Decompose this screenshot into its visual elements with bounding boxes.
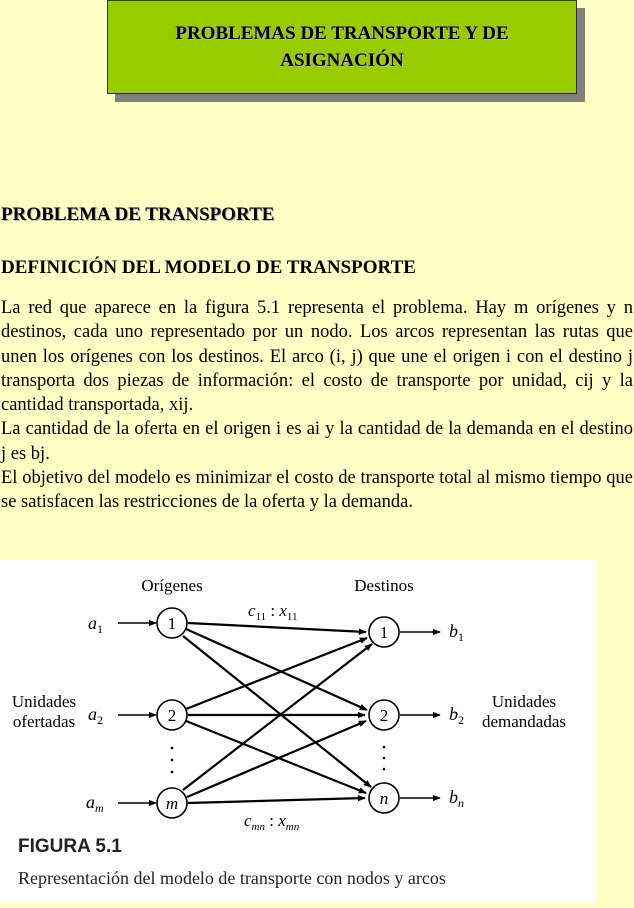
supply-symbol: $a_1$ <box>88 613 103 636</box>
top-arc-label: $c_{11}$ : $x_{11}$ <box>248 601 298 623</box>
figure-caption: Representación del modelo de transporte con nodos y arcos <box>18 868 446 888</box>
ellipsis-destinations <box>383 746 386 771</box>
origin-node-label: 2 <box>167 706 177 725</box>
title-line-1: PROBLEMAS DE TRANSPORTE Y DE <box>175 23 509 44</box>
figure-label: FIGURA 5.1 <box>18 836 122 857</box>
network-arcs <box>183 623 372 803</box>
destination-node-label: 1 <box>379 623 389 642</box>
supply-symbol: $a_2$ <box>88 704 103 727</box>
demand-label: demandadas <box>481 712 567 731</box>
arc-m-n <box>188 798 365 803</box>
paragraph: El objetivo del modelo es minimizar el costo de transporte total al mismo tiempo que se satisfacen las restricciones de la oferta y la demanda. <box>1 468 633 513</box>
title-line-2: ASIGNACIÓN <box>280 50 404 71</box>
arc-1-n <box>183 636 371 787</box>
destinations-header: Destinos <box>354 576 414 595</box>
demand-symbol: $b_1$ <box>449 621 464 644</box>
ellipsis-origins <box>171 747 174 774</box>
arc-1-1 <box>188 623 366 632</box>
paragraph: La cantidad de la oferta en el origen i es ai y la cantidad de la demanda en el destino j es bj. <box>1 419 633 464</box>
subsection-heading: DEFINICIÓN DEL MODELO DE TRANSPORTE <box>1 257 416 278</box>
demand-symbol: $b_n$ <box>449 787 464 810</box>
origin-node-label: m <box>165 794 179 813</box>
origins-header: Orígenes <box>141 576 203 595</box>
origin-node-label: 1 <box>167 614 177 633</box>
destination-node-label: n <box>379 789 389 808</box>
bottom-arc-label: $c_{mn}$ : $x_{mn}$ <box>244 811 300 833</box>
demand-symbol: $b_2$ <box>449 704 464 727</box>
arc-m-1 <box>183 644 372 790</box>
paragraph: La red que aparece en la figura 5.1 representa el problema. Hay m orígenes y n destinos, cada uno representado por un nodo. Los arcos representan las rutas que unen los orígenes con los destinos. El arco (i, j) que une el origen i con el destino j transporta dos piezas de información: el costo de transporte por unidad, cij y la cantidad transportada, xij. <box>1 298 633 416</box>
body-text <box>1 296 633 515</box>
demand-label: Unidades <box>491 692 557 711</box>
section-heading: PROBLEMA DE TRANSPORTE <box>1 204 275 225</box>
supply-label: ofertadas <box>12 712 76 731</box>
destination-node-label: 2 <box>379 706 389 725</box>
supply-symbol: $a_m$ <box>86 792 104 815</box>
supply-label: Unidades <box>11 692 77 711</box>
title-box <box>107 0 577 94</box>
